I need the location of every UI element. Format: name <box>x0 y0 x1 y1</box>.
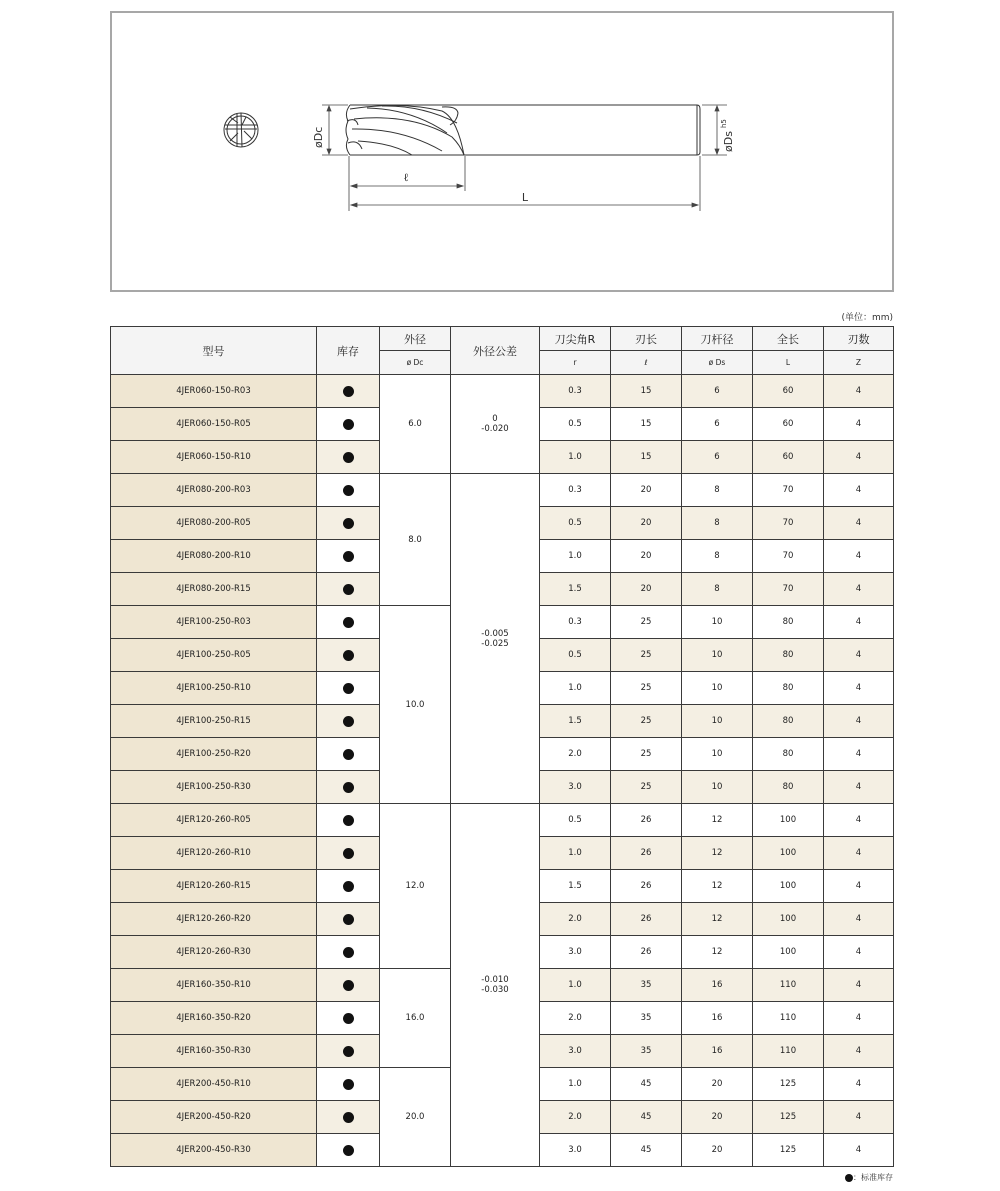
overall-length-cell: 70 <box>753 540 824 573</box>
flute-length-cell: 35 <box>611 1002 682 1035</box>
flute-length-cell: 26 <box>611 804 682 837</box>
overall-length-cell: 80 <box>753 606 824 639</box>
flute-count-cell: 4 <box>824 573 894 606</box>
flute-length-cell: 35 <box>611 1035 682 1068</box>
stock-dot-icon <box>343 1112 354 1123</box>
shank-diameter-cell: 12 <box>682 837 753 870</box>
stock-cell <box>317 738 380 771</box>
corner-radius-cell: 3.0 <box>540 1134 611 1167</box>
stock-dot-icon <box>343 1079 354 1090</box>
stock-cell <box>317 375 380 408</box>
model-cell: 4JER200-450-R20 <box>111 1101 317 1134</box>
shank-diameter-cell: 10 <box>682 705 753 738</box>
shank-diameter-cell: 12 <box>682 903 753 936</box>
overall-length-cell: 60 <box>753 408 824 441</box>
shank-diameter-cell: 8 <box>682 573 753 606</box>
flute-length-cell: 26 <box>611 870 682 903</box>
flute-length-cell: 20 <box>611 573 682 606</box>
shank-diameter-cell: 10 <box>682 639 753 672</box>
flute-count-cell: 4 <box>824 639 894 672</box>
shank-diameter-cell: 16 <box>682 969 753 1002</box>
stock-cell <box>317 1068 380 1101</box>
flute-count-cell: 4 <box>824 408 894 441</box>
flute-count-cell: 4 <box>824 474 894 507</box>
flute-length-cell: 45 <box>611 1134 682 1167</box>
corner-radius-cell: 3.0 <box>540 771 611 804</box>
overall-length-cell: 100 <box>753 936 824 969</box>
header-r: 刀尖角R <box>540 327 611 351</box>
flute-count-cell: 4 <box>824 1035 894 1068</box>
stock-dot-icon <box>343 584 354 595</box>
corner-radius-cell: 3.0 <box>540 1035 611 1068</box>
model-cell: 4JER060-150-R03 <box>111 375 317 408</box>
flute-count-cell: 4 <box>824 606 894 639</box>
stock-cell <box>317 573 380 606</box>
shank-diameter-cell: 20 <box>682 1134 753 1167</box>
tool-drawing-frame <box>110 11 894 292</box>
flute-count-cell: 4 <box>824 1134 894 1167</box>
model-cell: 4JER060-150-R10 <box>111 441 317 474</box>
overall-length-cell: 70 <box>753 573 824 606</box>
corner-radius-cell: 2.0 <box>540 1101 611 1134</box>
spec-table <box>110 326 894 1167</box>
shank-diameter-cell: 20 <box>682 1068 753 1101</box>
flute-length-cell: 26 <box>611 837 682 870</box>
corner-radius-cell: 0.5 <box>540 408 611 441</box>
shank-diameter-cell: 8 <box>682 507 753 540</box>
stock-dot-icon <box>343 617 354 628</box>
table-row <box>111 474 894 507</box>
shank-diameter-cell: 16 <box>682 1035 753 1068</box>
shank-diameter-cell: 10 <box>682 606 753 639</box>
stock-dot-icon <box>343 881 354 892</box>
stock-dot-icon <box>343 749 354 760</box>
stock-dot-icon <box>343 848 354 859</box>
corner-radius-cell: 1.5 <box>540 705 611 738</box>
end-mill-drawing <box>112 13 892 290</box>
stock-cell <box>317 1101 380 1134</box>
corner-radius-cell: 1.5 <box>540 870 611 903</box>
corner-radius-cell: 0.3 <box>540 474 611 507</box>
flute-count-cell: 4 <box>824 936 894 969</box>
flute-count-cell: 4 <box>824 1002 894 1035</box>
dc-cell: 6.0 <box>380 375 451 474</box>
corner-radius-cell: 2.0 <box>540 738 611 771</box>
stock-dot-icon <box>343 947 354 958</box>
stock-cell <box>317 1035 380 1068</box>
model-cell: 4JER200-450-R10 <box>111 1068 317 1101</box>
dc-cell: 16.0 <box>380 969 451 1068</box>
shank-diameter-cell: 16 <box>682 1002 753 1035</box>
header-stock: 库存 <box>317 327 380 375</box>
flute-length-cell: 15 <box>611 441 682 474</box>
header-shank: 刀杆径 <box>682 327 753 351</box>
overall-length-cell: 80 <box>753 672 824 705</box>
overall-length-cell: 125 <box>753 1101 824 1134</box>
shank-diameter-cell: 6 <box>682 441 753 474</box>
overall-length-cell: 80 <box>753 705 824 738</box>
table-row <box>111 375 894 408</box>
overall-length-cell: 70 <box>753 507 824 540</box>
overall-length-cell: 60 <box>753 441 824 474</box>
corner-radius-cell: 1.0 <box>540 540 611 573</box>
stock-dot-icon <box>343 386 354 397</box>
ds-tolerance-superscript: h5 <box>720 119 728 128</box>
overall-length-cell: 110 <box>753 969 824 1002</box>
overall-length-cell: 125 <box>753 1068 824 1101</box>
overall-length-cell: 110 <box>753 1035 824 1068</box>
flute-length-cell: 20 <box>611 507 682 540</box>
stock-dot-icon <box>343 782 354 793</box>
tolerance-cell: -0.005 -0.025 <box>451 474 540 804</box>
flute-length-cell: 26 <box>611 936 682 969</box>
model-cell: 4JER100-250-R10 <box>111 672 317 705</box>
header-tolerance: 外径公差 <box>451 327 540 375</box>
header-shank-symbol: ø Ds <box>682 351 753 375</box>
overall-length-cell: 100 <box>753 837 824 870</box>
overall-length-label: L <box>521 191 529 204</box>
header-flutes: 刃数 <box>824 327 894 351</box>
flute-count-cell: 4 <box>824 1068 894 1101</box>
shank-diameter-cell: 8 <box>682 540 753 573</box>
stock-cell <box>317 837 380 870</box>
overall-length-cell: 80 <box>753 639 824 672</box>
flute-length-cell: 45 <box>611 1068 682 1101</box>
stock-dot-icon <box>343 815 354 826</box>
model-cell: 4JER100-250-R15 <box>111 705 317 738</box>
legend <box>845 1172 893 1183</box>
unit-note: (单位：mm) <box>841 313 893 323</box>
stock-cell <box>317 507 380 540</box>
model-cell: 4JER080-200-R15 <box>111 573 317 606</box>
flute-count-cell: 4 <box>824 837 894 870</box>
header-flute-length: 刃长 <box>611 327 682 351</box>
model-cell: 4JER120-260-R15 <box>111 870 317 903</box>
header-overall-symbol: L <box>753 351 824 375</box>
stock-cell <box>317 441 380 474</box>
model-cell: 4JER100-250-R03 <box>111 606 317 639</box>
corner-radius-cell: 1.0 <box>540 1068 611 1101</box>
corner-radius-cell: 3.0 <box>540 936 611 969</box>
model-cell: 4JER160-350-R20 <box>111 1002 317 1035</box>
model-cell: 4JER060-150-R05 <box>111 408 317 441</box>
stock-dot-icon <box>343 1145 354 1156</box>
stock-cell <box>317 804 380 837</box>
flute-count-cell: 4 <box>824 771 894 804</box>
dc-cell: 10.0 <box>380 606 451 804</box>
model-cell: 4JER080-200-R03 <box>111 474 317 507</box>
flute-length-cell: 20 <box>611 474 682 507</box>
stock-cell <box>317 639 380 672</box>
flute-length-cell: 35 <box>611 969 682 1002</box>
corner-radius-cell: 1.0 <box>540 969 611 1002</box>
stock-dot-icon <box>343 980 354 991</box>
dc-cell: 12.0 <box>380 804 451 969</box>
header-flutes-symbol: Z <box>824 351 894 375</box>
overall-length-cell: 125 <box>753 1134 824 1167</box>
flute-count-cell: 4 <box>824 969 894 1002</box>
overall-length-cell: 80 <box>753 771 824 804</box>
model-cell: 4JER200-450-R30 <box>111 1134 317 1167</box>
stock-cell <box>317 408 380 441</box>
spec-table-body <box>111 375 894 1167</box>
overall-length-cell: 100 <box>753 870 824 903</box>
flute-length-cell: 20 <box>611 540 682 573</box>
stock-dot-icon <box>343 452 354 463</box>
end-view-icon <box>224 113 258 147</box>
stock-cell <box>317 1134 380 1167</box>
model-cell: 4JER080-200-R05 <box>111 507 317 540</box>
model-cell: 4JER080-200-R10 <box>111 540 317 573</box>
header-dc-symbol: ø Dc <box>380 351 451 375</box>
stock-dot-icon <box>343 419 354 430</box>
dc-dimension-label: øDc <box>312 126 325 148</box>
flute-count-cell: 4 <box>824 672 894 705</box>
flute-count-cell: 4 <box>824 1101 894 1134</box>
dc-cell: 8.0 <box>380 474 451 606</box>
model-cell: 4JER120-260-R10 <box>111 837 317 870</box>
shank-diameter-cell: 8 <box>682 474 753 507</box>
header-flute-length-symbol: ℓ <box>611 351 682 375</box>
overall-length-cell: 100 <box>753 903 824 936</box>
legend-text: ：标准库存 <box>853 1173 893 1182</box>
flute-count-cell: 4 <box>824 507 894 540</box>
flute-length-cell: 25 <box>611 738 682 771</box>
flute-count-cell: 4 <box>824 375 894 408</box>
corner-radius-cell: 0.5 <box>540 507 611 540</box>
flute-count-cell: 4 <box>824 441 894 474</box>
stock-cell <box>317 705 380 738</box>
stock-dot-icon <box>343 683 354 694</box>
tolerance-cell: 0 -0.020 <box>451 375 540 474</box>
corner-radius-cell: 1.5 <box>540 573 611 606</box>
shank-diameter-cell: 10 <box>682 771 753 804</box>
stock-dot-icon <box>343 1046 354 1057</box>
overall-length-cell: 70 <box>753 474 824 507</box>
flute-count-cell: 4 <box>824 540 894 573</box>
corner-radius-cell: 1.0 <box>540 441 611 474</box>
model-cell: 4JER160-350-R30 <box>111 1035 317 1068</box>
overall-length-cell: 80 <box>753 738 824 771</box>
stock-cell <box>317 903 380 936</box>
stock-dot-icon <box>343 650 354 661</box>
corner-radius-cell: 1.0 <box>540 837 611 870</box>
model-cell: 4JER120-260-R30 <box>111 936 317 969</box>
shank-diameter-cell: 10 <box>682 738 753 771</box>
corner-radius-cell: 0.5 <box>540 804 611 837</box>
stock-cell <box>317 606 380 639</box>
overall-length-cell: 60 <box>753 375 824 408</box>
table-row <box>111 804 894 837</box>
shank-diameter-cell: 12 <box>682 804 753 837</box>
header-model: 型号 <box>111 327 317 375</box>
flute-count-cell: 4 <box>824 804 894 837</box>
flute-length-label: ℓ <box>403 171 409 184</box>
header-r-symbol: r <box>540 351 611 375</box>
model-cell: 4JER100-250-R05 <box>111 639 317 672</box>
tolerance-cell: -0.010 -0.030 <box>451 804 540 1167</box>
corner-radius-cell: 0.3 <box>540 606 611 639</box>
stock-cell <box>317 969 380 1002</box>
stock-cell <box>317 1002 380 1035</box>
model-cell: 4JER100-250-R20 <box>111 738 317 771</box>
shank-diameter-cell: 12 <box>682 870 753 903</box>
flute-length-cell: 25 <box>611 705 682 738</box>
corner-radius-cell: 0.3 <box>540 375 611 408</box>
stock-dot-icon <box>343 914 354 925</box>
flute-length-cell: 26 <box>611 903 682 936</box>
stock-cell <box>317 540 380 573</box>
flute-length-cell: 15 <box>611 408 682 441</box>
stock-cell <box>317 672 380 705</box>
flute-length-cell: 25 <box>611 771 682 804</box>
flute-count-cell: 4 <box>824 738 894 771</box>
cutter-side-view <box>346 105 700 155</box>
stock-dot-icon <box>343 518 354 529</box>
corner-radius-cell: 2.0 <box>540 903 611 936</box>
flute-count-cell: 4 <box>824 870 894 903</box>
flute-length-cell: 45 <box>611 1101 682 1134</box>
shank-diameter-cell: 6 <box>682 375 753 408</box>
shank-diameter-cell: 10 <box>682 672 753 705</box>
shank-diameter-cell: 12 <box>682 936 753 969</box>
model-cell: 4JER120-260-R05 <box>111 804 317 837</box>
filled-circle-icon <box>845 1174 853 1182</box>
model-cell: 4JER120-260-R20 <box>111 903 317 936</box>
dc-cell: 20.0 <box>380 1068 451 1167</box>
stock-dot-icon <box>343 551 354 562</box>
flute-length-cell: 25 <box>611 606 682 639</box>
stock-cell <box>317 771 380 804</box>
overall-length-cell: 100 <box>753 804 824 837</box>
ds-dimension-label: øDs <box>722 131 735 152</box>
header-overall: 全长 <box>753 327 824 351</box>
shank-diameter-cell: 6 <box>682 408 753 441</box>
stock-dot-icon <box>343 716 354 727</box>
stock-dot-icon <box>343 1013 354 1024</box>
overall-length-cell: 110 <box>753 1002 824 1035</box>
stock-cell <box>317 474 380 507</box>
flute-length-cell: 25 <box>611 672 682 705</box>
flute-count-cell: 4 <box>824 705 894 738</box>
corner-radius-cell: 1.0 <box>540 672 611 705</box>
stock-cell <box>317 870 380 903</box>
flute-count-cell: 4 <box>824 903 894 936</box>
corner-radius-cell: 0.5 <box>540 639 611 672</box>
model-cell: 4JER100-250-R30 <box>111 771 317 804</box>
stock-dot-icon <box>343 485 354 496</box>
corner-radius-cell: 2.0 <box>540 1002 611 1035</box>
stock-cell <box>317 936 380 969</box>
header-dc: 外径 <box>380 327 451 351</box>
flute-length-cell: 25 <box>611 639 682 672</box>
shank-diameter-cell: 20 <box>682 1101 753 1134</box>
model-cell: 4JER160-350-R10 <box>111 969 317 1002</box>
flute-length-cell: 15 <box>611 375 682 408</box>
